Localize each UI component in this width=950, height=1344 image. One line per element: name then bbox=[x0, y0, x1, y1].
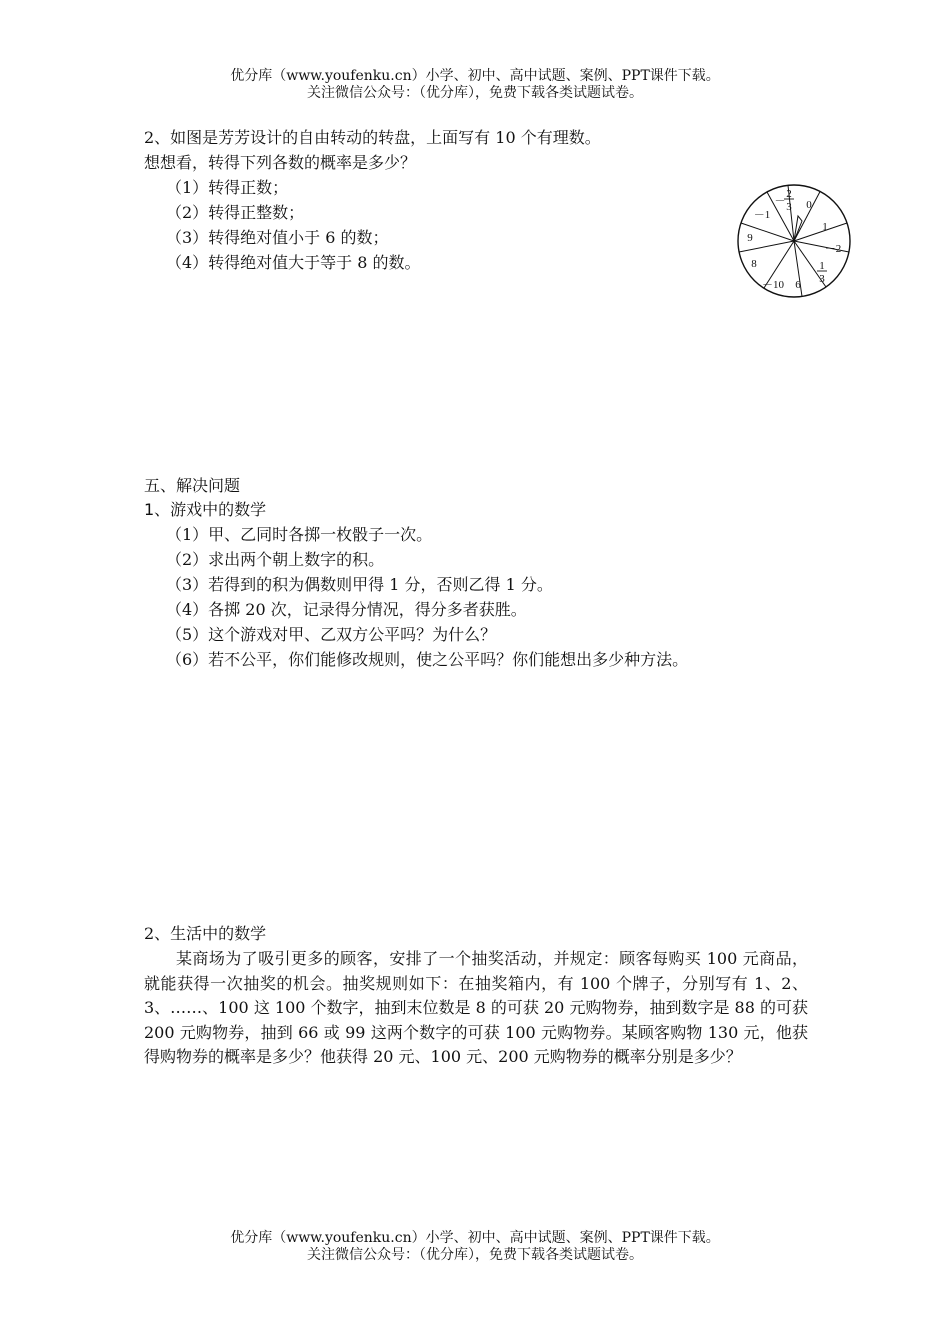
problem-1-title: 1、游戏中的数学 bbox=[144, 500, 267, 519]
footer-line-2: 关注微信公众号：（优分库），免费下载各类试题试卷。 bbox=[307, 1247, 643, 1263]
problem-1-item: （2）求出两个朝上数字的积。 bbox=[166, 550, 385, 569]
fraction-numerator: 2 bbox=[786, 188, 792, 200]
fraction-numerator: 1 bbox=[819, 260, 825, 272]
problem-1-item: （5）这个游戏对甲、乙双方公平吗？为什么？ bbox=[166, 625, 497, 644]
fraction-sign: － bbox=[774, 195, 786, 207]
page-header bbox=[0, 68, 950, 102]
problem-2-body: 某商场为了吸引更多的顾客，安排了一个抽奖活动，并规定：顾客每购买 100 元商品，就能获得一次抽奖的机会。抽奖规则如下：在抽奖箱内，有 100 个牌子，分别写有 1、2、3、……、100 这 100 个数字，抽到末位数是 8 的可获 20 元购物券，抽到数字是 88 的可获 200 元购物券，抽到 66 或 99 这两个数字的可获 100 元购物券。某顾客购物 130 元，他获得购物券的概率是多少？他获得 20 元、100 元、200 元购物券的概率分别是多少？ bbox=[144, 949, 808, 1066]
question-2-item: （1）转得正数； bbox=[166, 178, 289, 197]
problem-2-title: 2、生活中的数学 bbox=[144, 924, 267, 943]
question-2-prompt: 想想看，转得下列各数的概率是多少？ bbox=[144, 153, 417, 172]
section-5-heading: 五、解决问题 bbox=[144, 476, 241, 495]
header-line-1: 优分库（www.youfenku.cn）小学、初中、高中试题、案例、PPT课件下载。 bbox=[230, 68, 720, 84]
sector-label: －1 bbox=[753, 209, 771, 221]
sector-fraction-neg-two-thirds bbox=[775, 188, 795, 213]
sector-label: －2 bbox=[824, 243, 842, 255]
question-2-item: （4）转得绝对值大于等于 8 的数。 bbox=[166, 253, 421, 272]
sector-label: －10 bbox=[762, 279, 784, 291]
sector-label: 8 bbox=[751, 258, 757, 270]
sector-label: 6 bbox=[795, 279, 801, 291]
sector-fraction-one-third bbox=[817, 260, 827, 285]
sector-label: 9 bbox=[747, 232, 753, 244]
sector-label: 1 bbox=[822, 221, 828, 233]
problem-1-item: （1）甲、乙同时各掷一枚骰子一次。 bbox=[166, 525, 433, 544]
question-2-title: 2、如图是芳芳设计的自由转动的转盘，上面写有 10 个有理数。 bbox=[144, 128, 601, 147]
problem-1-item: （6）若不公平，你们能修改规则，使之公平吗？你们能想出多少种方法。 bbox=[166, 650, 689, 669]
problem-1-item: （4）各掷 20 次，记录得分情况，得分多者获胜。 bbox=[166, 600, 527, 619]
problem-1-item: （3）若得到的积为偶数则甲得 1 分，否则乙得 1 分。 bbox=[166, 575, 553, 594]
sector-label: 0 bbox=[806, 199, 812, 211]
footer-line-1: 优分库（www.youfenku.cn）小学、初中、高中试题、案例、PPT课件下载。 bbox=[230, 1230, 720, 1246]
page-footer bbox=[0, 1230, 950, 1264]
question-2-item: （2）转得正整数； bbox=[166, 203, 305, 222]
fraction-denominator: 3 bbox=[819, 273, 825, 285]
spinner-wheel bbox=[736, 183, 854, 301]
question-2-item: （3）转得绝对值小于 6 的数； bbox=[166, 228, 389, 247]
fraction-denominator: 3 bbox=[786, 201, 792, 213]
header-line-2: 关注微信公众号：（优分库），免费下载各类试题试卷。 bbox=[307, 85, 643, 101]
